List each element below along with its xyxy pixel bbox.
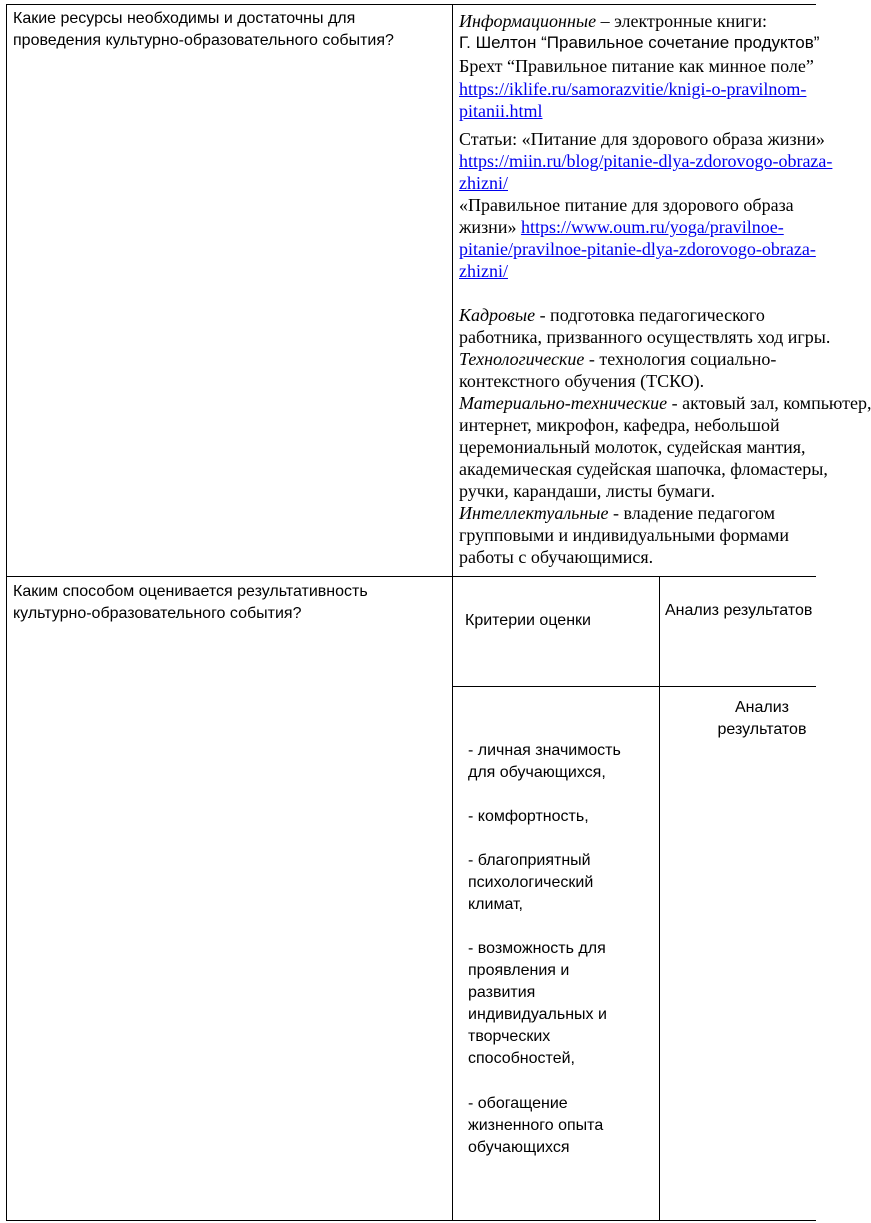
intel-resources-label: Интеллектуальные: [459, 503, 609, 523]
criterion-line: индивидуальных и: [468, 1006, 607, 1023]
staff-resources-text: работника, призванного осуществлять ход игры.: [459, 327, 831, 347]
criterion-line: - личная значимость: [468, 742, 621, 759]
table-column-divider: [452, 4, 453, 1221]
criterion-line: развития: [468, 984, 536, 1001]
staff-resources-label: Кадровые: [459, 305, 536, 325]
articles-line: Статьи: «Питание для здорового образа жизни»: [459, 129, 825, 149]
link-iklife-cont[interactable]: pitanii.html: [459, 101, 543, 121]
criteria-header: Критерии оценки: [465, 612, 591, 629]
criterion-line: - возможность для: [468, 940, 606, 957]
question-line: культурно-образовательного события?: [13, 605, 302, 622]
analysis-cell-line: результатов: [717, 721, 807, 738]
criterion-line: - обогащение: [468, 1095, 568, 1112]
analysis-header: Анализ результатов: [665, 602, 813, 619]
link-miin[interactable]: https://miin.ru/blog/pitanie-dlya-zdorovogo-obraza-: [459, 151, 833, 171]
table-border-bottom: [6, 1220, 816, 1221]
material-resources-text: интернет, микрофон, кафедра, небольшой: [459, 415, 780, 435]
criterion-line: для обучающихся,: [468, 764, 606, 781]
tech-resources-line: [459, 348, 776, 370]
criterion-line: - комфортность,: [468, 808, 589, 825]
link-oum-cont[interactable]: pitanie/pravilnoe-pitanie-dlya-zdorovogo-obraza-: [459, 239, 816, 259]
article2-title-cont: жизни»: [459, 217, 521, 237]
material-resources-text: академическая судейская шапочка, фломастеры,: [459, 459, 828, 479]
book-brecht: Брехт “Правильное питание как минное поле”: [459, 56, 814, 76]
material-resources-text: церемониальный молоток, судейская мантия,: [459, 437, 806, 457]
criterion-line: - благоприятный: [468, 852, 591, 869]
staff-resources-text: - подготовка педагогического: [535, 305, 765, 325]
question-line: Каким способом оценивается результативность: [13, 583, 368, 600]
info-resources-text: – электронные книги:: [596, 11, 767, 31]
question-line: проведения культурно-образовательного события?: [13, 32, 394, 49]
material-resources-line: [459, 392, 871, 414]
criterion-line: творческих: [468, 1028, 551, 1045]
article2-title: «Правильное питание для здорового образа: [459, 195, 794, 215]
criterion-line: проявления и: [468, 962, 570, 979]
info-resources-line: [459, 10, 767, 32]
criterion-line: психологический: [468, 874, 594, 891]
intel-resources-line: [459, 502, 775, 524]
staff-resources-line: [459, 304, 765, 326]
intel-resources-text: групповыми и индивидуальными формами: [459, 525, 790, 545]
link-oum-end[interactable]: zhizni/: [459, 261, 508, 281]
material-resources-text: - актовый зал, компьютер,: [667, 393, 871, 413]
criterion-line: обучающихся: [468, 1139, 570, 1156]
inner-table-column-divider: [659, 577, 660, 1220]
link-iklife[interactable]: https://iklife.ru/samorazvitie/knigi-o-pravilnom-: [459, 79, 807, 99]
tech-resources-text: контекстного обучения (ТСКО).: [459, 371, 705, 391]
tech-resources-text: - технология социально-: [584, 349, 777, 369]
criterion-line: климат,: [468, 896, 523, 913]
question-line: Какие ресурсы необходимы и достаточны для: [13, 10, 356, 27]
analysis-cell-line: Анализ: [734, 699, 789, 716]
intel-resources-text: - владение педагогом: [608, 503, 776, 523]
info-resources-label: Информационные: [459, 11, 597, 31]
table-row-divider: [6, 576, 816, 577]
criterion-line: жизненного опыта: [468, 1117, 604, 1134]
link-miin-cont[interactable]: zhizni/: [459, 173, 508, 193]
table-border-left: [6, 4, 7, 1221]
intel-resources-text: работы с обучающимися.: [459, 547, 654, 567]
link-oum[interactable]: https://www.oum.ru/yoga/pravilnoe-: [520, 217, 784, 237]
book-shelton: Г. Шелтон “Правильное сочетание продуктов”: [459, 33, 820, 52]
material-resources-label: Материально-технические: [459, 393, 668, 413]
inner-table-row-divider: [452, 686, 816, 687]
tech-resources-label: Технологические: [459, 349, 585, 369]
table-border-top: [6, 4, 816, 5]
material-resources-text: ручки, карандаши, листы бумаги.: [459, 481, 715, 501]
criterion-line: способностей,: [468, 1050, 575, 1067]
